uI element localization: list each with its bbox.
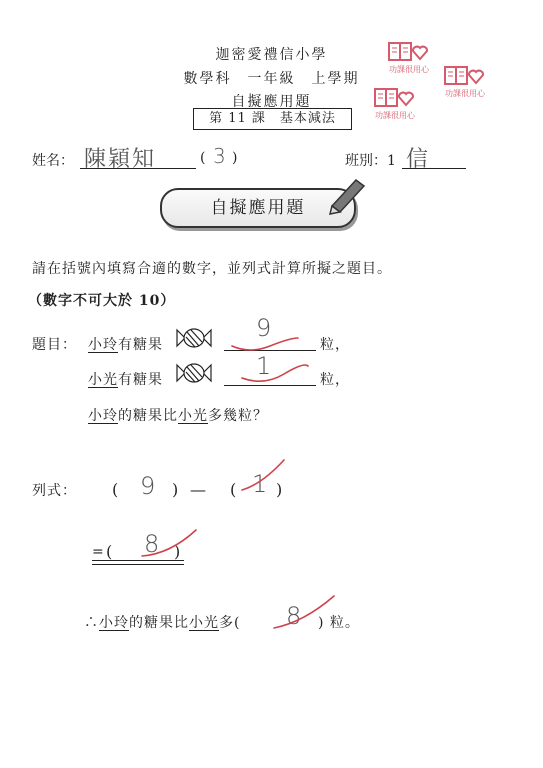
equation-value: 9 [140,472,156,500]
number-close: ) [232,150,238,166]
praise-stamp: 功課很用心 [368,86,422,121]
paren-open: ( [106,542,113,561]
check-mark [140,528,200,560]
paren-open: ( [230,480,237,499]
minus-sign: — [190,480,206,499]
class-label: 班別：1 [345,153,396,169]
topic-title: 自擬應用題 [231,94,312,110]
person-name: 小玲 [88,408,118,424]
student-number: 3 [213,144,226,168]
name-field[interactable] [80,142,196,172]
person-name: 小玲 [88,337,118,353]
section-banner: 自擬應用題 [160,188,356,228]
conclusion-sentence: ∴小玲的糖果比小光多( [84,615,241,631]
lesson-title: 第 11 課 基本減法 [193,108,352,130]
paren-close: ) [276,480,283,499]
candy-icon [175,361,213,385]
book-heart-icon [387,40,431,64]
equals-sign: = [92,544,104,560]
subject-line: 數學科 一年級 上學期 [183,71,360,87]
candy-icon [175,326,213,350]
class-value: 信 [406,147,429,172]
book-heart-icon [443,64,487,88]
number-open: ( [200,150,206,166]
therefore-symbol: ∴ [84,615,99,631]
book-heart-icon [373,86,417,110]
paren-open: ( [112,480,119,499]
result-underline-2 [92,564,184,565]
name-label: 姓名： [32,153,74,169]
unit-text: 粒， [320,372,350,388]
name-value: 陳穎知 [84,147,157,172]
class-field[interactable] [402,142,466,172]
question-label: 題目： [32,337,77,353]
paren-close: ) [172,480,179,499]
conclusion-end: ) 粒。 [318,615,360,631]
person-name: 小光 [88,372,118,388]
question-row-1: 小玲有糖果 [88,337,163,353]
person-name: 小光 [178,408,208,424]
result-underline-1 [92,560,184,561]
answer-value: 9 [256,314,272,342]
equation-value: 1 [252,470,268,498]
unit-text: 粒， [320,337,350,353]
paren-close: ) [174,542,181,561]
person-name: 小玲 [99,615,129,631]
check-mark [240,364,310,386]
instruction-text: 請在括號內填寫合適的數字，並列式計算所擬之題目。 [32,261,392,277]
number-limit-note: （數字不可大於 10） [28,293,176,309]
person-name: 小光 [189,615,219,631]
question-sentence: 小玲的糖果比小光多幾粒？ [88,408,268,424]
school-name: 迦密愛禮信小學 [215,47,328,63]
equation-label: 列式： [32,483,77,499]
answer-value: 1 [256,352,272,380]
conclusion-value: 8 [286,602,302,630]
praise-stamp: 功課很用心 [438,64,492,99]
pencil-icon [322,172,368,218]
praise-stamp: 功課很用心 [382,40,436,75]
question-row-2: 小光有糖果 [88,372,163,388]
result-value: 8 [144,530,160,558]
